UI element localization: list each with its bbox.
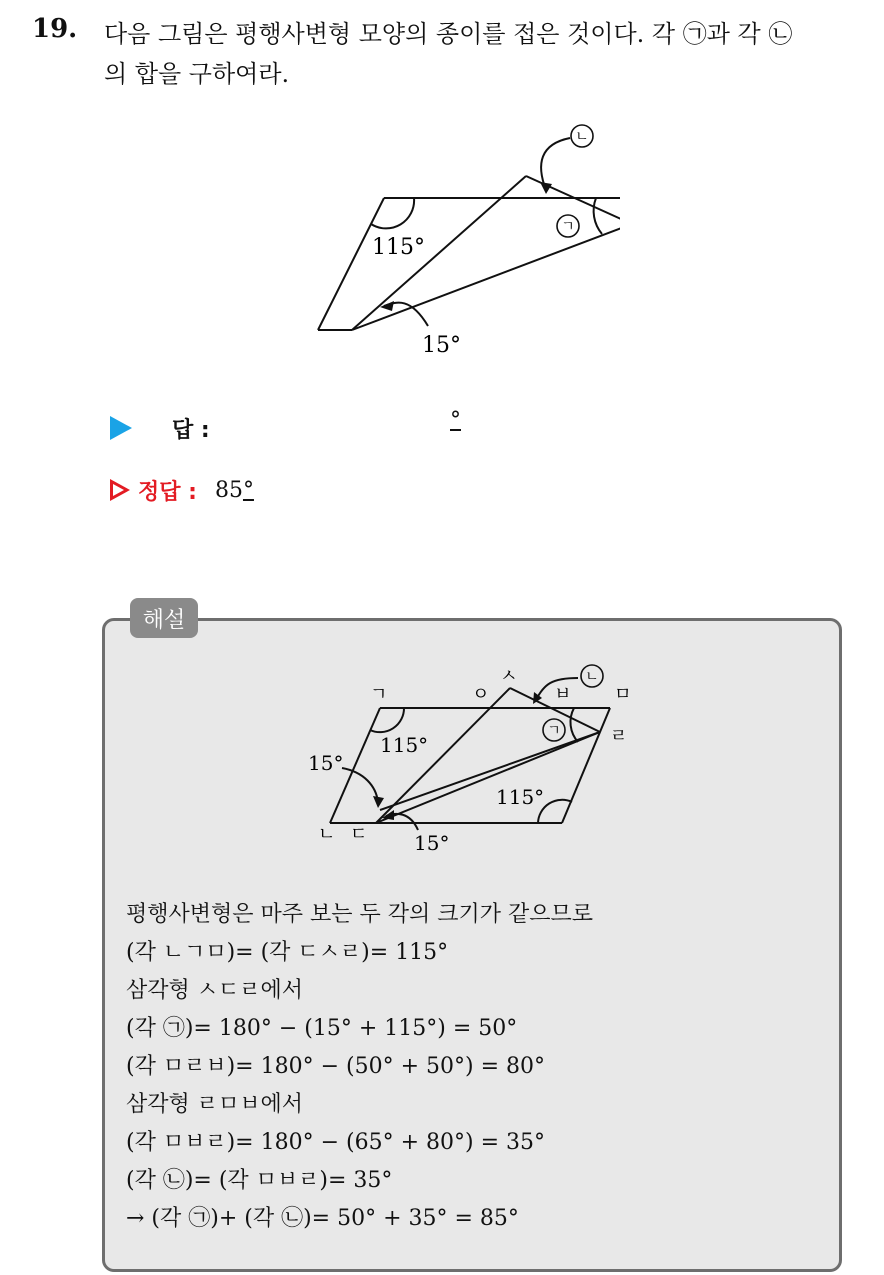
fig2-arc-g (570, 708, 578, 742)
question-number: 19. (32, 14, 78, 44)
fig2-circle-g-label: ㄱ (547, 723, 561, 739)
question-text (104, 14, 864, 94)
fig1-arc-g (594, 198, 602, 234)
solution-line: 삼각형 ㅅㄷㄹ에서 (126, 978, 304, 1003)
answer-arrow-icon (110, 416, 132, 440)
fig2-vertex-b: ㅂ (554, 684, 572, 705)
fig2-vertex-d: ㄷ (350, 824, 368, 845)
fig2-circle-n-label: ㄴ (585, 669, 599, 685)
solution-line: → (각 ㉠)+ (각 ㉡)= 50° + 35° = 85° (126, 1206, 519, 1231)
fig2-vertex-s: ㅅ (500, 666, 518, 687)
fig1-angle-15: 15° (422, 333, 461, 358)
solution-tab: 해설 (130, 598, 198, 638)
fig1-arrow-n (541, 138, 570, 190)
solution-text (126, 896, 593, 1238)
fig1-angle-115: 115° (372, 235, 425, 260)
solution-line: (각 ㉠)= 180° − (15° + 115°) = 50° (126, 1016, 518, 1041)
solution-line: (각 ㄴㄱㅁ)= (각 ㄷㅅㄹ)= 115° (126, 940, 449, 965)
correct-answer-arrow-icon (110, 479, 130, 501)
fig2-vertex-m: ㅁ (614, 684, 632, 705)
correct-answer-value (215, 478, 254, 503)
fig2-angle-15b: 15° (414, 831, 450, 855)
solution-line: (각 ㉡)= (각 ㅁㅂㄹ)= 35° (126, 1168, 393, 1193)
correct-answer-unit: ° (242, 477, 254, 503)
fig2-arrowhead-15a (373, 796, 384, 808)
fig2-vertex-g: ㄱ (370, 684, 388, 705)
solution-line: (각 ㅁㅂㄹ)= 180° − (65° + 80°) = 35° (126, 1130, 545, 1155)
correct-answer-row (110, 470, 254, 510)
question-text-line1: 다음 그림은 평행사변형 모양의 종이를 접은 것이다. 각 ㉠과 각 ㉡ (104, 20, 793, 48)
solution-line: (각 ㅁㄹㅂ)= 180° − (50° + 50°) = 80° (126, 1054, 545, 1079)
answer-row (110, 408, 210, 448)
fig2-angle-15a: 15° (308, 751, 344, 775)
correct-answer-label: 정답 : (138, 479, 197, 505)
correct-answer-number: 85 (214, 477, 243, 503)
fig1-circle-n-label: ㄴ (575, 129, 589, 145)
solution-line: 삼각형 ㄹㅁㅂ에서 (126, 1092, 304, 1117)
fig2-angle-115b: 115° (496, 785, 545, 809)
fig1-circle-g-label: ㄱ (561, 219, 575, 235)
folded-parallelogram-figure (300, 118, 620, 368)
fig2-vertex-n: ㄴ (318, 824, 336, 845)
fig2-vertex-r: ㄹ (610, 726, 628, 747)
answer-label: 답 : (172, 417, 210, 443)
question-text-line2: 의 합을 구하여라. (104, 60, 290, 88)
solution-figure (300, 660, 640, 860)
fig2-angle-115a: 115° (380, 733, 429, 757)
fig2-vertex-o: ㅇ (472, 684, 490, 705)
solution-line: 평행사변형은 마주 보는 두 각의 크기가 같으므로 (126, 902, 594, 927)
answer-blank[interactable]: ° (450, 408, 461, 433)
